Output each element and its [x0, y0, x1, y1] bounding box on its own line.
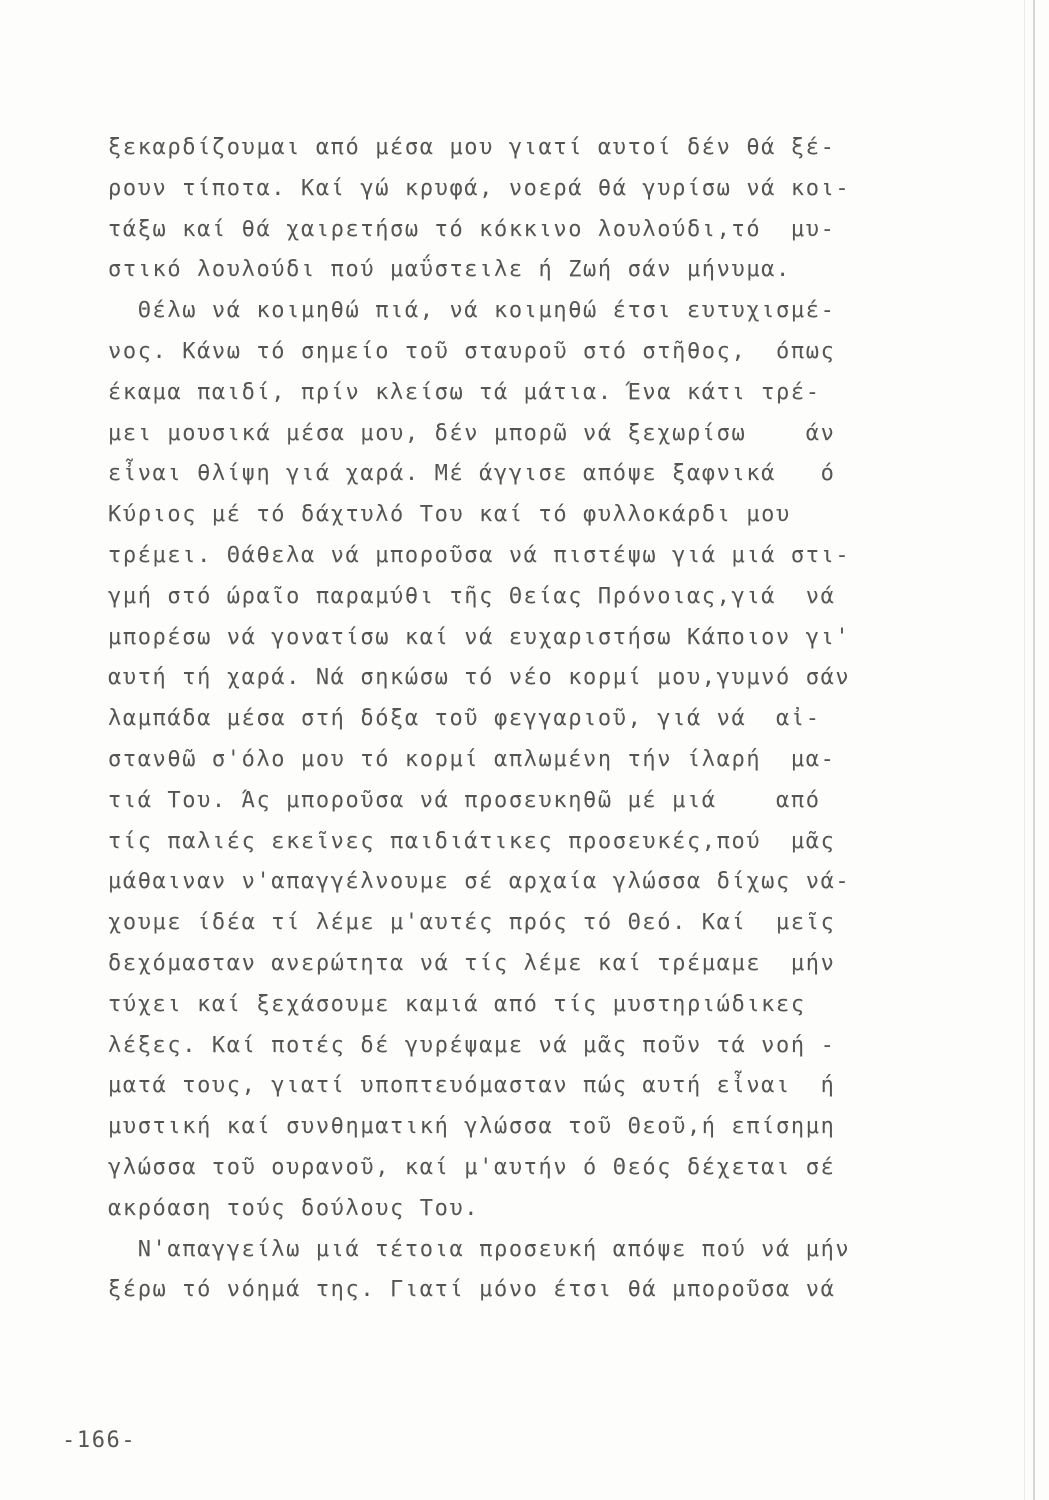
text-line: λέξες. Καί ποτές δέ γυρέψαμε νά μᾶς ποῦν τά νοή -	[108, 1032, 836, 1058]
text-line: Θέλω νά κοιμηθώ πιά, νά κοιμηθώ έτσι ευτυχισμέ-	[108, 298, 836, 324]
text-line: γλώσσα τοῦ ουρανοῦ, καί μ'αυτήν ό Θεός δέχεται σέ	[108, 1154, 836, 1180]
text-line: αυτή τή χαρά. Νά σηκώσω τό νέο κορμί μου,γυμνό σάν	[108, 665, 851, 691]
text-line: ακρόαση τούς δούλους Του.	[108, 1195, 480, 1221]
text-line: δεχόμασταν ανερώτητα νά τίς λέμε καί τρέμαμε μήν	[108, 950, 836, 976]
text-line: τίς παλιές εκεῖνες παιδιάτικες προσευκές,πού μᾶς	[108, 828, 836, 854]
text-line: ξέρω τό νόημά της. Γιατί μόνο έτσι θά μποροῦσα νά	[108, 1277, 836, 1303]
text-line: μπορέσω νά γονατίσω καί νά ευχαριστήσω Κάποιον γι'	[108, 624, 851, 650]
text-line: ξεκαρδίζουμαι από μέσα μου γιατί αυτοί δέν θά ξέ-	[108, 135, 836, 160]
text-line: νος. Κάνω τό σημείο τοῦ σταυροῦ στό στῆθος, όπως	[108, 338, 836, 364]
text-line: τρέμει. Θάθελα νά μποροῦσα νά πιστέψω γιά μιά στι-	[108, 542, 851, 568]
text-line: έκαμα παιδί, πρίν κλείσω τά μάτια. Ένα κάτι τρέ-	[108, 379, 821, 405]
text-line: ρουν τίποτα. Καί γώ κρυφά, νοερά θά γυρίσω νά κοι-	[108, 175, 851, 201]
text-line: Κύριος μέ τό δάχτυλό Του καί τό φυλλοκάρδι μου	[108, 502, 791, 528]
text-line: μάθαιναν ν'απαγγέλνουμε σέ αρχαία γλώσσα δίχως νά-	[108, 869, 851, 895]
text-line: στικό λουλούδι πού μαΰστειλε ή Ζωή σάν μήνυμα.	[108, 257, 791, 283]
page-edge-shadow-inner	[1024, 0, 1025, 1500]
text-line: μυστική καί συνθηματική γλώσσα τοῦ Θεοῦ,ή επίσημη	[108, 1114, 836, 1140]
text-line: τύχει καί ξεχάσουμε καμιά από τίς μυστηριώδικες	[108, 991, 806, 1017]
text-line: λαμπάδα μέσα στή δόξα τοῦ φεγγαριοῦ, γιά νά αἰ-	[108, 706, 821, 732]
body-text	[108, 128, 978, 1311]
text-line: Ν'απαγγείλω μιά τέτοια προσευκή απόψε πού νά μήν	[108, 1236, 851, 1262]
text-line: τάξω καί θά χαιρετήσω τό κόκκινο λουλούδι,τό μυ-	[108, 216, 836, 242]
text-line: εἶναι θλίψη γιά χαρά. Μέ άγγισε απόψε ξαφνικά ό	[108, 461, 836, 487]
text-line: χουμε ίδέα τί λέμε μ'αυτές πρός τό Θεό. Καί μεῖς	[108, 910, 836, 936]
page-number: -166-	[62, 1428, 137, 1453]
text-line: στανθῶ σ'όλο μου τό κορμί απλωμένη τήν ίλαρή μα-	[108, 746, 836, 772]
page-edge-shadow	[1033, 0, 1035, 1500]
text-line: ματά τους, γιατί υποπτευόμασταν πώς αυτή εἶναι ή	[108, 1073, 836, 1099]
text-line: γμή στό ώραῖο παραμύθι τῆς Θείας Πρόνοιας,γιά νά	[108, 583, 836, 609]
text-line: μει μουσικά μέσα μου, δέν μπορῶ νά ξεχωρίσω άν	[108, 420, 836, 446]
text-line: τιά Του. Άς μποροῦσα νά προσευκηθῶ μέ μιά από	[108, 787, 821, 813]
